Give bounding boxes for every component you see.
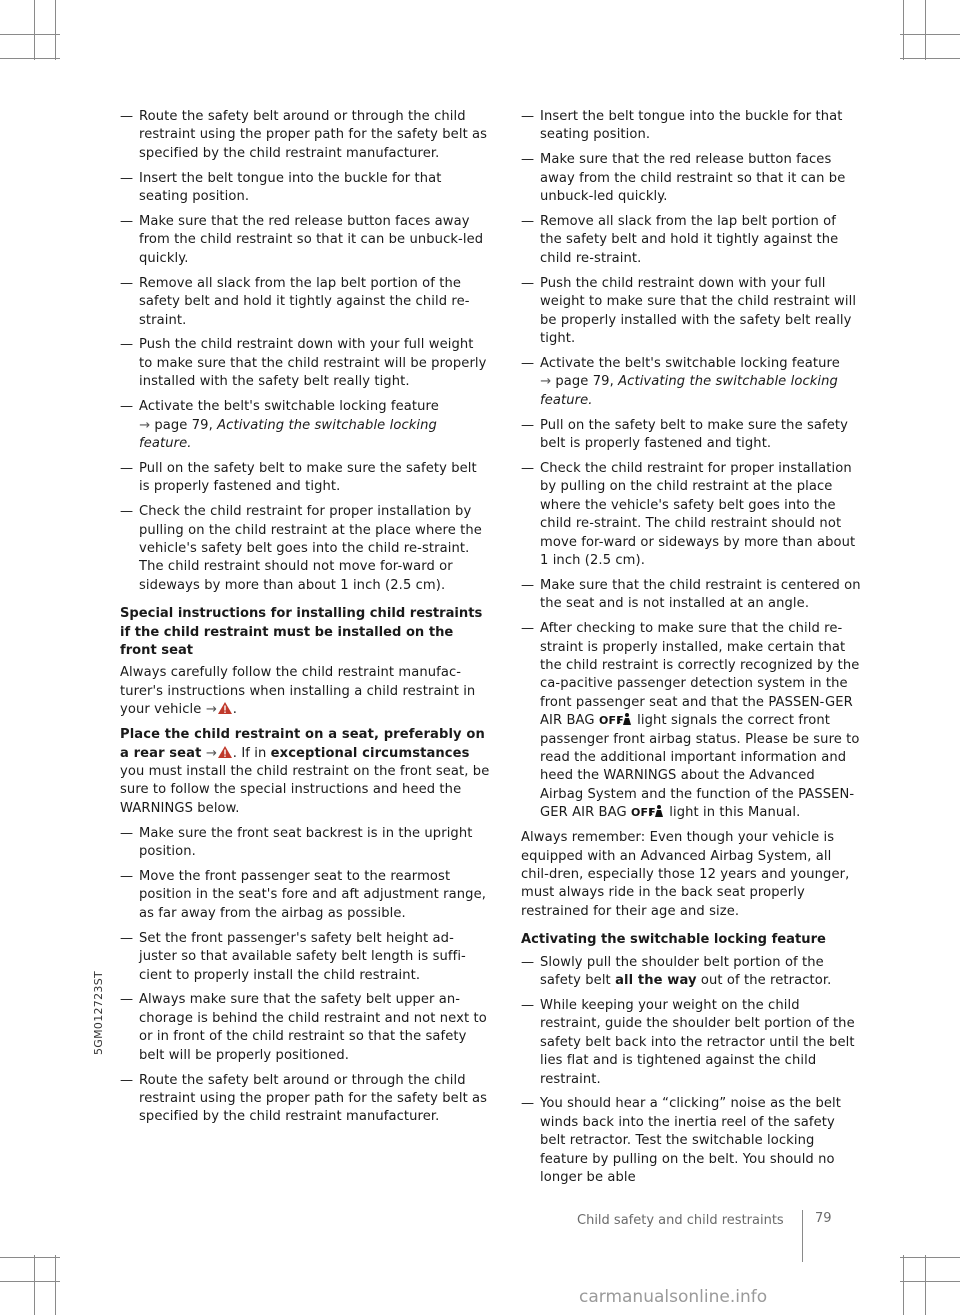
dash-bullet: —	[120, 825, 134, 841]
special-paragraph: Always carefully follow the child restraint manufac-turer's instructions when installing a child restraint in your vehicle → .	[120, 665, 476, 718]
passenger-airbag-off-icon	[631, 804, 665, 818]
dash-bullet: —	[521, 214, 535, 230]
footer-divider	[802, 1210, 803, 1262]
list-item: — Move the front passenger seat to the rearmost position in the seat's fore and aft adjustment range, as far away from the airbag as possible.	[120, 869, 486, 921]
list-item: — Push the child restraint down with your full weight to make sure that the child restraint will be properly installed with the safety belt really tight.	[521, 275, 857, 346]
dash-bullet: —	[120, 930, 134, 946]
crop-mark	[900, 58, 960, 59]
section-heading-special: Special instructions for installing child restraints if the child restraint must be installed on the front seat	[120, 606, 483, 659]
dash-bullet: —	[521, 577, 535, 593]
page-ref-title[interactable]: Activating the switchable locking feature.	[540, 374, 838, 408]
crop-mark	[55, 0, 56, 60]
page-number: 79	[815, 1211, 832, 1226]
list-item-activate: — Activate the belt's switchable locking feature → page 79, Activating the switchable locking feature.	[120, 399, 439, 451]
dash-bullet: —	[120, 109, 134, 124]
list-item: — Make sure that the red release button faces away from the child restraint so that it can be unbuck-led quickly.	[120, 214, 484, 266]
list-item: — Always make sure that the safety belt upper an-chorage is behind the child restraint and not next to or in front of the child restraint so that the safety belt will be properly positioned.	[120, 992, 487, 1063]
dash-bullet: —	[521, 275, 535, 291]
footer-section-title: Child safety and child restraints	[577, 1213, 784, 1228]
dash-bullet: —	[120, 337, 134, 353]
list-item: — While keeping your weight on the child restraint, guide the shoulder belt portion of the safety belt back into the retractor until the belt lies flat and is tightened against the child restraint.	[521, 997, 855, 1087]
list-item: — Remove all slack from the lap belt portion of the safety belt and hold it tightly against the child re-straint.	[521, 214, 839, 266]
list-item: — Pull on the safety belt to make sure the safety belt is properly fastened and tight.	[120, 460, 477, 495]
crop-mark	[55, 1255, 56, 1315]
crop-mark	[900, 34, 960, 35]
page-ref-title[interactable]: Activating the switchable locking feature.	[139, 417, 437, 451]
dash-bullet: —	[521, 460, 535, 476]
crop-mark	[925, 1255, 926, 1315]
dash-bullet: —	[120, 399, 134, 415]
dash-bullet: —	[120, 460, 134, 476]
watermark: carmanualsonline.info	[579, 1287, 768, 1307]
arrow-icon: →	[205, 702, 217, 718]
crop-mark	[0, 34, 60, 35]
crop-mark	[34, 0, 35, 60]
list-item: — You should hear a “clicking” noise as the belt winds back into the inertia reel of the safety belt retractor. Test the switchable locking feature by pulling on the belt. You should no longer be able	[521, 1096, 841, 1186]
dash-bullet: —	[120, 170, 134, 186]
dash-bullet: —	[521, 152, 535, 168]
list-item: — Pull on the safety belt to make sure the safety belt is properly fastened and tight.	[521, 417, 848, 451]
list-item: — Slowly pull the shoulder belt portion of the safety belt all the way out of the retractor.	[521, 954, 832, 988]
document-code: 5GM012723ST	[92, 970, 105, 1055]
list-item: — Set the front passenger's safety belt height ad-juster so that available safety belt length is suffi-cient to properly install the child restraint.	[120, 930, 466, 983]
crop-mark	[0, 58, 60, 59]
crop-mark	[900, 1281, 960, 1282]
dash-bullet: —	[521, 954, 535, 970]
crop-mark	[0, 1281, 60, 1282]
list-item: — Route the safety belt around or through the child restraint using the proper path for the safety belt as specified by the child restraint manufacturer.	[120, 1072, 488, 1125]
dash-bullet: —	[521, 417, 535, 433]
page-ref-link[interactable]: page 79,	[154, 417, 213, 433]
arrow-icon: →	[205, 745, 217, 761]
crop-mark	[0, 1257, 60, 1258]
arrow-icon: →	[540, 374, 552, 390]
warning-triangle-icon[interactable]	[217, 701, 233, 715]
page-ref-link[interactable]: page 79,	[555, 374, 614, 390]
svg-text:OFF: OFF	[630, 806, 656, 819]
dash-bullet: —	[120, 504, 134, 520]
dash-bullet: —	[120, 214, 134, 230]
dash-bullet: —	[521, 355, 535, 371]
dash-bullet: —	[120, 869, 134, 885]
place-paragraph: Place the child restraint on a seat, preferably on a rear seat → . If in exceptional circumstances you must install the child restraint on the front seat, be sure to follow the special instructions and heed the WARNINGS below.	[120, 727, 490, 816]
dash-bullet: —	[120, 992, 134, 1008]
list-item: — Push the child restraint down with your full weight to make sure that the child restraint will be properly installed with the safety belt really tight.	[120, 337, 487, 390]
dash-bullet: —	[521, 1096, 535, 1112]
list-item: — Check the child restraint for proper installation by pulling on the child restraint at the place where the vehicle's safety belt goes into the child re-straint. The child restraint should not move for-ward or sideways by more than about 1 inch (2.5 cm).	[120, 504, 482, 593]
right-column	[521, 108, 861, 1194]
list-item: — Insert the belt tongue into the buckle for that seating position.	[120, 170, 442, 205]
dash-bullet: —	[521, 997, 535, 1013]
remember-paragraph: Always remember: Even though your vehicle is equipped with an Advanced Airbag System, all chil-dren, especially those 12 years and younger, must always ride in the back seat properly restrained for their age and size.	[521, 830, 850, 919]
svg-text:OFF: OFF	[598, 714, 624, 727]
list-item: — Make sure that the child restraint is centered on the seat and is not installed at an angle.	[521, 577, 861, 612]
dash-bullet: —	[521, 109, 535, 124]
list-item-activate: — Activate the belt's switchable locking feature → page 79, Activating the switchable locking feature.	[521, 355, 840, 408]
arrow-icon: →	[139, 417, 151, 433]
dash-bullet: —	[120, 1072, 134, 1088]
crop-mark	[925, 0, 926, 60]
left-column	[120, 108, 490, 1133]
list-item-airbag: — After checking to make sure that the child re-straint is properly installed, make certain that the child restraint is correctly recognized by the ca-pacitive passenger detection system in the front passenger seat and that the PASSEN-GER AIR BAG OFF light signals the correct front passenger front airbag status. Please be sure to read the additional important information and heed the WARNINGS about the Advanced Airbag System and the function of the PASSEN-GER AIR BAG OFF light in this Manual.	[521, 621, 860, 821]
list-item: — Make sure the front seat backrest is in the upright position.	[120, 825, 473, 860]
list-item: — Insert the belt tongue into the buckle for that seating position.	[521, 109, 843, 143]
crop-mark	[900, 1257, 960, 1258]
warning-triangle-icon[interactable]	[217, 745, 233, 759]
list-item: — Remove all slack from the lap belt portion of the safety belt and hold it tightly against the child re-straint.	[120, 275, 470, 328]
list-item: — Route the safety belt around or through the child restraint using the proper path for the safety belt as specified by the child restraint manufacturer.	[120, 109, 488, 161]
list-item: — Check the child restraint for proper installation by pulling on the child restraint at the place where the vehicle's safety belt goes into the child re-straint. The child restraint should not move for-ward or sideways by more than about 1 inch (2.5 cm).	[521, 460, 856, 568]
dash-bullet: —	[521, 621, 535, 637]
crop-mark	[34, 1255, 35, 1315]
crop-mark	[903, 0, 904, 60]
list-item: — Make sure that the red release button faces away from the child restraint so that it can be unbuck-led quickly.	[521, 152, 846, 205]
section-heading-locking: Activating the switchable locking feature	[521, 932, 826, 948]
dash-bullet: —	[120, 275, 134, 291]
passenger-airbag-off-icon	[599, 712, 633, 726]
crop-mark	[903, 1255, 904, 1315]
